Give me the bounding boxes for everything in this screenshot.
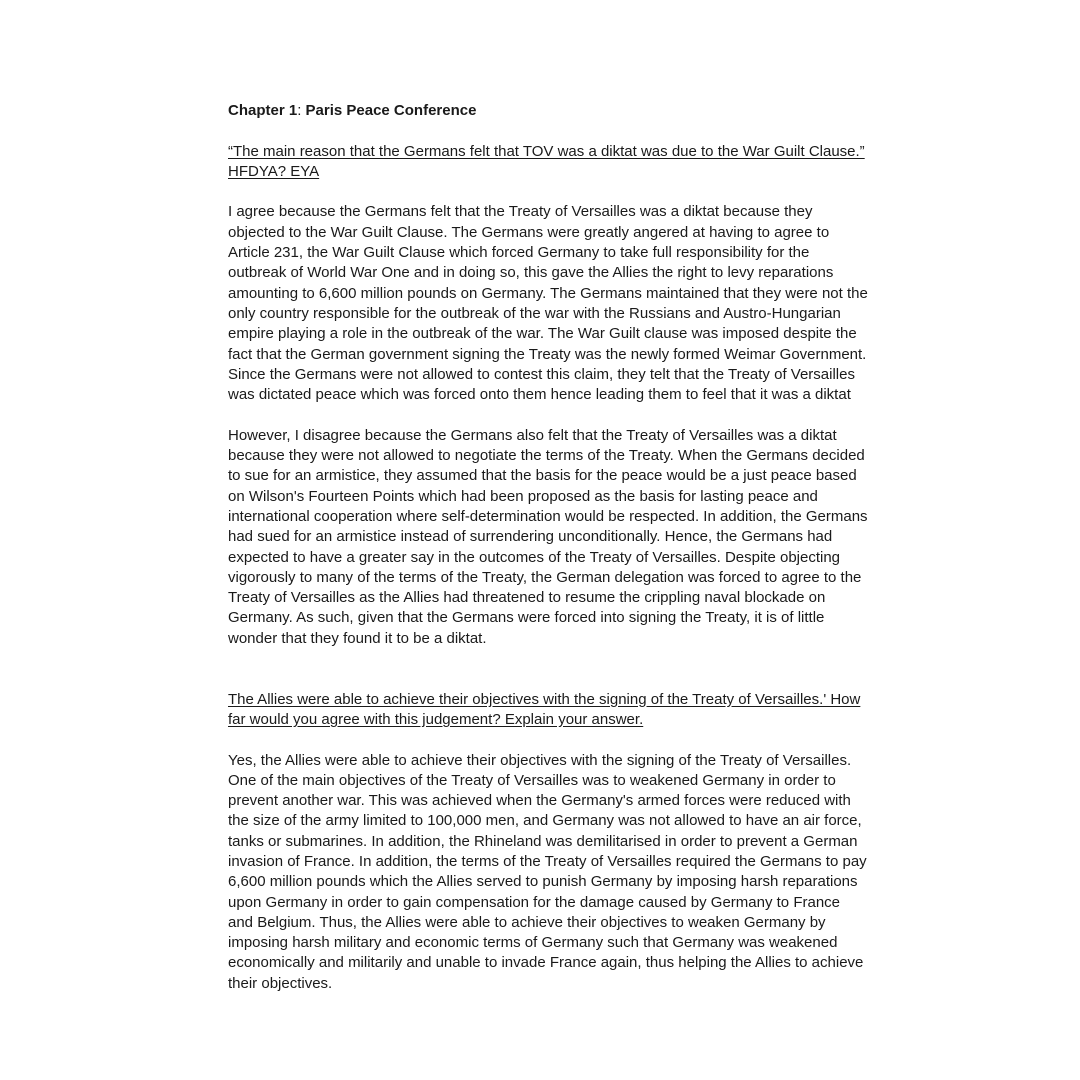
answer-1-paragraph-1: I agree because the Germans felt that the Treaty of Versailles was a diktat because they objected to the War Guilt Clause. The Germans were greatly angered at having to agree to Article 231, the War Guilt Clause which forced Germany to take full responsibility for the outbreak of World War One and in doing so, this gave the Allies the right to levy reparations amounting to 6,600 million pounds on Germany. The Germans maintained that they were not the only country responsible for the outbreak of the war with the Russians and Austro-Hungarian empire playing a role in the outbreak of the war. The War Guilt clause was imposed despite the fact that the German government signing the Treaty was the newly formed Weimar Government. Since the Germans were not allowed to contest this claim, they telt that the Treaty of Versailles was dictated peace which was forced onto them hence leading them to feel that it was a diktat xyxy=(228,203,868,404)
document-page xyxy=(228,101,868,994)
chapter-title: Paris Peace Conference xyxy=(305,102,477,119)
chapter-label: Chapter 1 xyxy=(228,102,298,119)
essay-question-2: The Allies were able to achieve their objectives with the signing of the Treaty of Versailles.' How far would you agree with this judgement? Explain your answer. xyxy=(228,690,861,728)
answer-1-paragraph-2: However, I disagree because the Germans also felt that the Treaty of Versailles was a diktat because they were not allowed to negotiate the terms of the Treaty. When the Germans decided to sue for an armistice, they assumed that the basis for the peace would be a just peace based on Wilson's Fourteen Points which had been proposed as the basis for lasting peace and international cooperation where self-determination would be respected. In addition, the Germans had sued for an armistice instead of surrendering unconditionally. Hence, the Germans had expected to have a greater say in the outcomes of the Treaty of Versailles. Despite objecting vigorously to many of the terms of the Treaty, the German delegation was forced to agree to the Treaty of Versailles as the Allies had threatened to resume the crippling naval blockade on Germany. As such, given that the Germans were forced into signing the Treaty, it is of little wonder that they found it to be a diktat. xyxy=(228,426,868,647)
answer-2-paragraph-1: Yes, the Allies were able to achieve their objectives with the signing of the Treaty of Versailles. One of the main objectives of the Treaty of Versailles was to weakened Germany in order to prevent another war. This was achieved when the Germany's armed forces were reduced with the size of the army limited to 100,000 men, and Germany was not allowed to have an air force, tanks or submarines. In addition, the Rhineland was demilitarised in order to prevent a German invasion of France. In addition, the terms of the Treaty of Versailles required the Germans to pay 6,600 million pounds which the Allies served to punish Germany by imposing harsh reparations upon Germany in order to gain compensation for the damage caused by Germany to France and Belgium. Thus, the Allies were able to achieve their objectives to weaken Germany by imposing harsh military and economic terms of Germany such that Germany was weakened economically and militarily and unable to invade France again, thus helping the Allies to achieve their objectives. xyxy=(228,751,867,992)
chapter-separator: : xyxy=(297,102,306,119)
chapter-heading xyxy=(228,101,868,121)
essay-question-1: “The main reason that the Germans felt that TOV was a diktat was due to the War Guilt Clause.” HFDYA? EYA xyxy=(228,142,865,180)
